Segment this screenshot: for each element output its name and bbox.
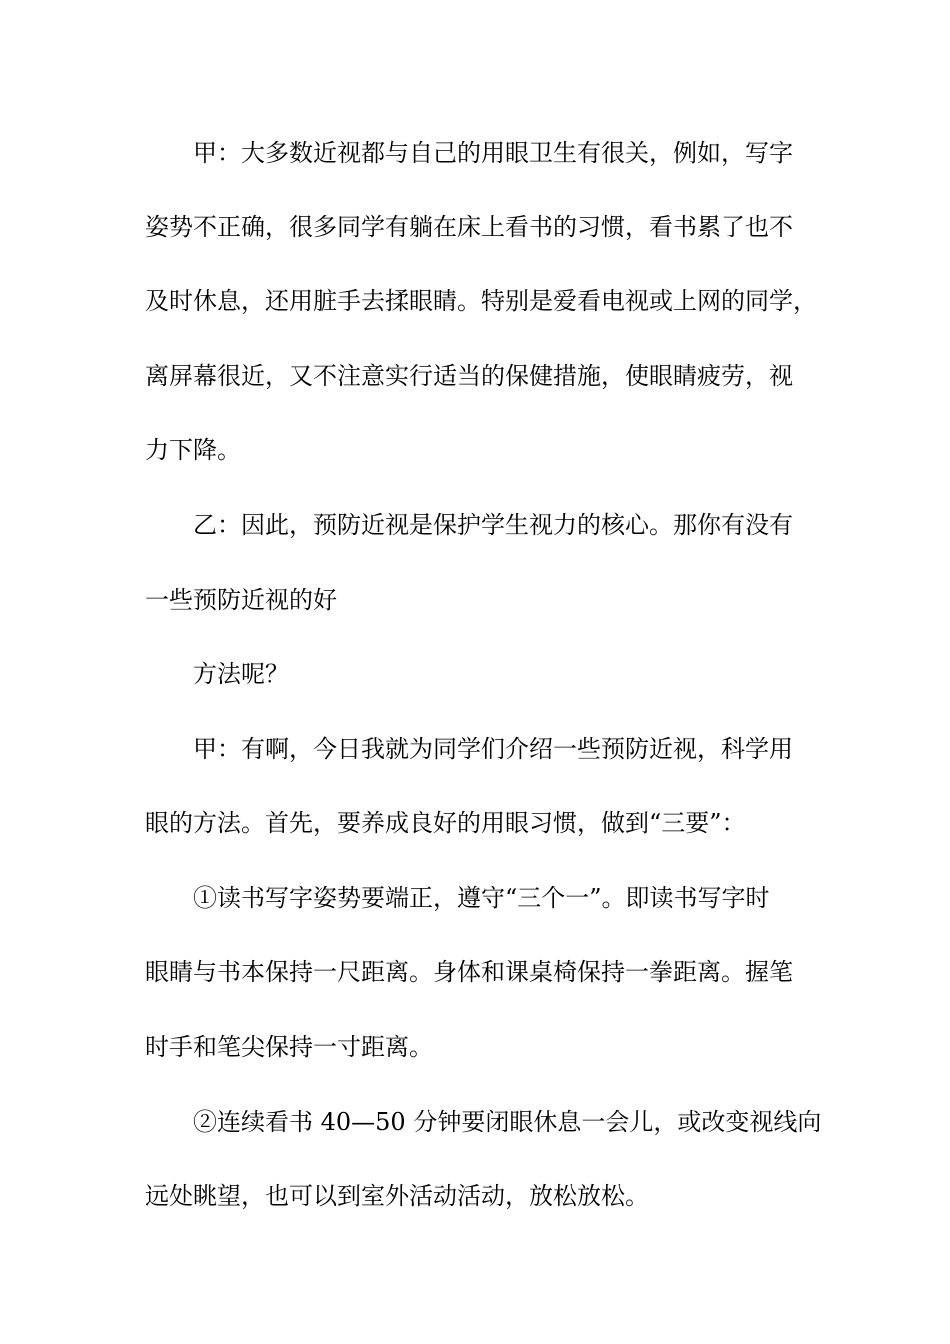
- paragraph-line: 远处眺望，也可以到室外活动活动，放松放松。: [145, 1182, 649, 1210]
- paragraph-line: ②连续看书 40—50 分钟要闭眼休息一会儿，或改变视线向: [193, 1108, 822, 1136]
- paragraph-line: 及时休息，还用脏手去揉眼睛。特别是爱看电视或上网的同学，: [145, 287, 817, 315]
- paragraph-line: 时手和笔尖保持一寸距离。: [145, 1033, 433, 1061]
- paragraph-line: 乙：因此，预防近视是保护学生视力的核心。那你有没有: [193, 511, 793, 539]
- paragraph-line: 一些预防近视的好: [145, 586, 337, 614]
- paragraph-line: 甲：有啊，今日我就为同学们介绍一些预防近视，科学用: [193, 735, 793, 763]
- paragraph-line: 力下降。: [145, 436, 241, 464]
- paragraph-line: 姿势不正确，很多同学有躺在床上看书的习惯，看书累了也不: [145, 213, 793, 241]
- paragraph-line: 方法呢？: [193, 660, 289, 688]
- paragraph-line: 甲：大多数近视都与自己的用眼卫生有很关，例如，写字: [193, 139, 793, 167]
- paragraph-line: ①读书写字姿势要端正，遵守“三个一”。即读书写字时: [193, 884, 770, 912]
- paragraph-line: 眼睛与书本保持一尺距离。身体和课桌椅保持一拳距离。握笔: [145, 958, 793, 986]
- paragraph-line: 眼的方法。首先，要养成良好的用眼习惯，做到“三要”：: [145, 809, 746, 837]
- paragraph-line: 离屏幕很近，又不注意实行适当的保健措施，使眼睛疲劳，视: [145, 362, 793, 390]
